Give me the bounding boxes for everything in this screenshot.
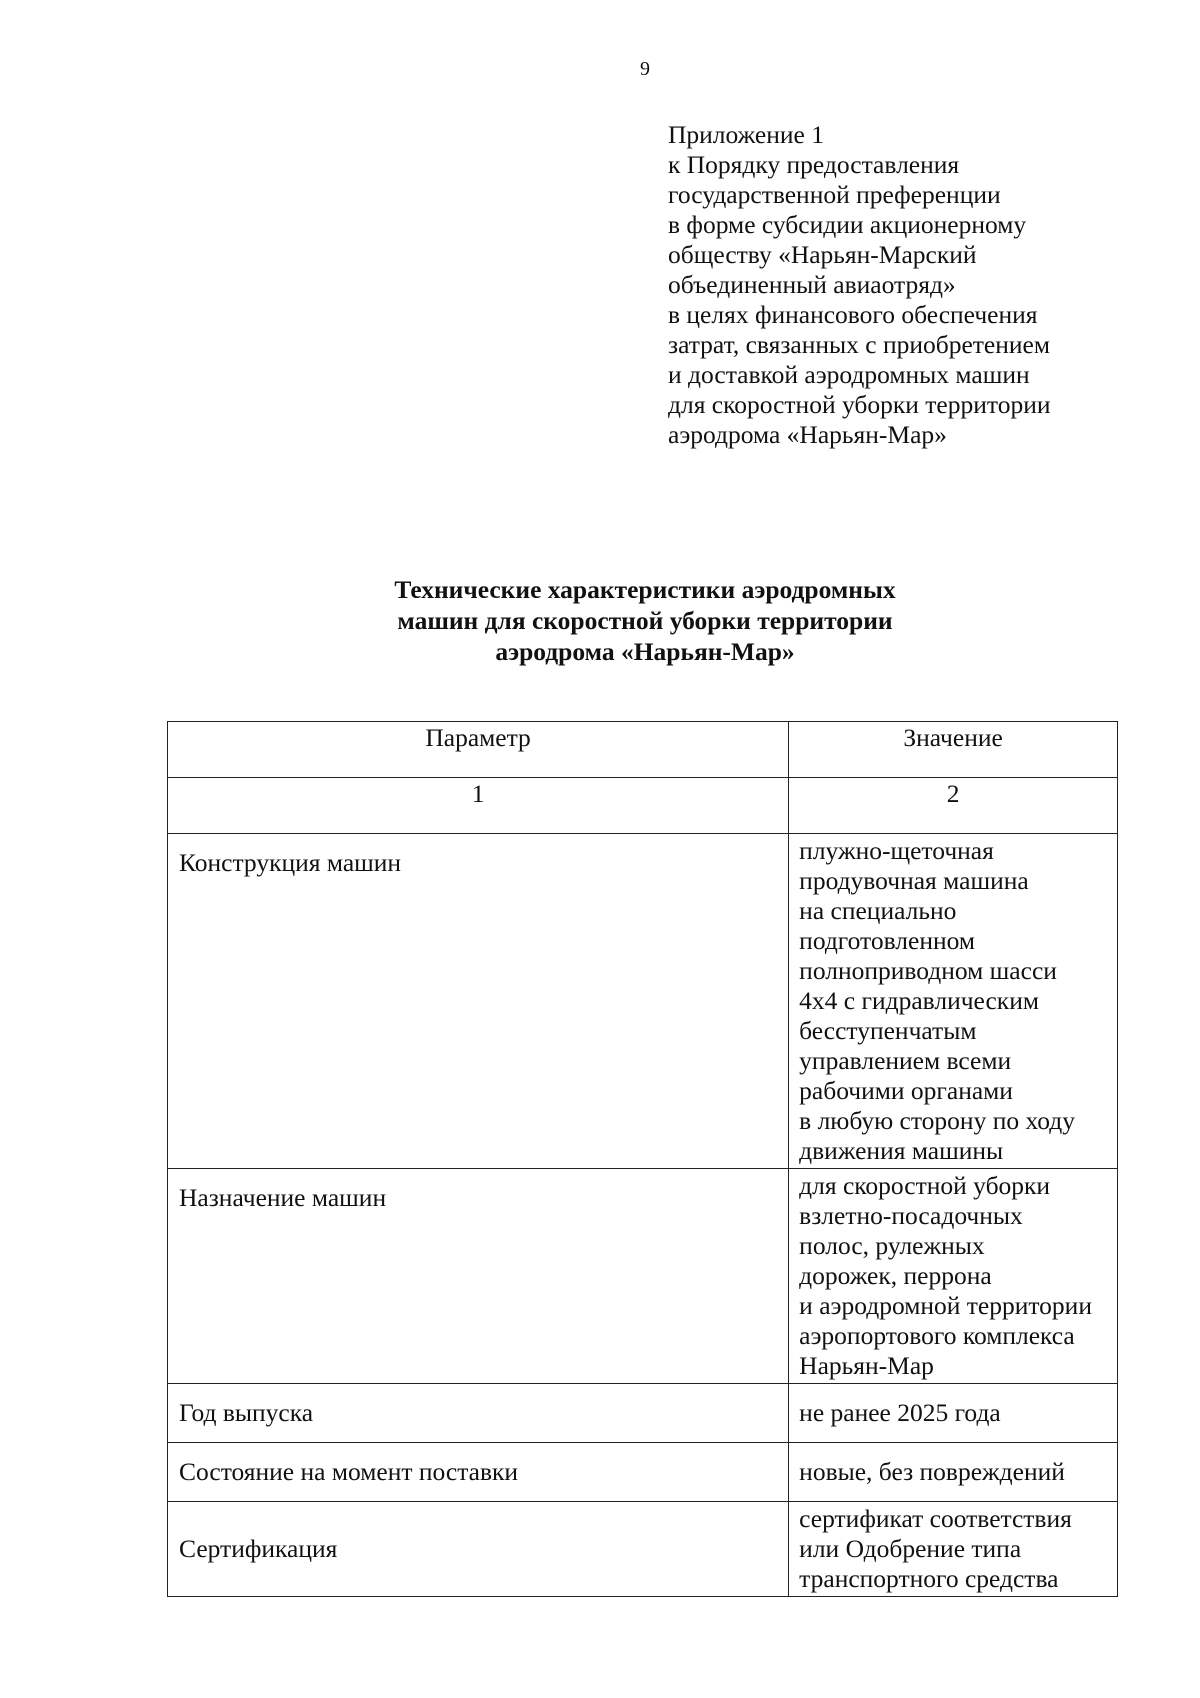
appendix-line: и доставкой аэродромных машин [668,360,1030,389]
value-line: полос, рулежных [799,1231,985,1260]
table-row [168,834,1118,1169]
value-line: или Одобрение типа [799,1534,1022,1563]
value-line: рабочими органами [799,1076,1013,1105]
value-line: на специально [799,896,957,925]
appendix-line: государственной преференции [668,180,1001,209]
value-line: подготовленном [799,926,976,955]
value-line: дорожек, перрона [799,1261,992,1290]
appendix-note [668,120,1108,450]
value-line: 4x4 с гидравлическим [799,986,1039,1015]
value-cell [789,1169,1118,1384]
value-cell [789,834,1118,1169]
column-number-row [168,778,1118,834]
specifications-table [167,721,1118,1597]
appendix-line: затрат, связанных с приобретением [668,330,1051,359]
header-parameter: Параметр [168,722,789,778]
value-line: не ранее 2025 года [799,1398,1001,1427]
appendix-line: для скоростной уборки территории [668,390,1051,419]
table-header-row [168,722,1118,778]
value-line: движения машины [799,1136,1004,1165]
table-row [168,1169,1118,1384]
column-number-1: 1 [168,778,789,834]
appendix-line: в целях финансового обеспечения [668,300,1038,329]
value-cell [789,1502,1118,1597]
value-line: бесступенчатым [799,1016,977,1045]
appendix-line: к Порядку предоставления [668,150,960,179]
table-row [168,1384,1118,1443]
value-line: и аэродромной территории [799,1291,1092,1320]
title-line: аэродрома «Нарьян-Мар» [495,637,795,666]
table-row [168,1502,1118,1597]
appendix-line: Приложение 1 [668,120,824,149]
header-value: Значение [789,722,1118,778]
value-line: взлетно-посадочных [799,1201,1023,1230]
page-number: 9 [640,58,650,80]
param-cell: Состояние на момент поставки [168,1443,789,1502]
value-line: полноприводном шасси [799,956,1057,985]
value-cell [789,1384,1118,1443]
value-line: аэропортового комплекса [799,1321,1075,1350]
value-line: в любую сторону по ходу [799,1106,1075,1135]
title-line: машин для скоростной уборки территории [397,606,893,635]
param-cell: Сертификация [168,1502,789,1597]
value-line: для скоростной уборки [799,1171,1051,1200]
document-title [0,574,1200,667]
appendix-line: объединенный авиаотряд» [668,270,956,299]
appendix-line: в форме субсидии акционерному [668,210,1027,239]
value-line: управлением всеми [799,1046,1012,1075]
value-line: продувочная машина [799,866,1029,895]
title-line: Технические характеристики аэродромных [394,575,896,604]
param-cell: Конструкция машин [168,834,789,1169]
value-cell [789,1443,1118,1502]
value-line: Нарьян-Мар [799,1351,934,1380]
param-cell: Год выпуска [168,1384,789,1443]
appendix-line: аэродрома «Нарьян-Мар» [668,420,947,449]
appendix-line: обществу «Нарьян-Марский [668,240,977,269]
table-row [168,1443,1118,1502]
value-line: сертификат соответствия [799,1504,1072,1533]
param-cell: Назначение машин [168,1169,789,1384]
value-line: новые, без повреждений [799,1457,1065,1486]
value-line: плужно-щеточная [799,836,994,865]
value-line: транспортного средства [799,1564,1059,1593]
column-number-2: 2 [789,778,1118,834]
